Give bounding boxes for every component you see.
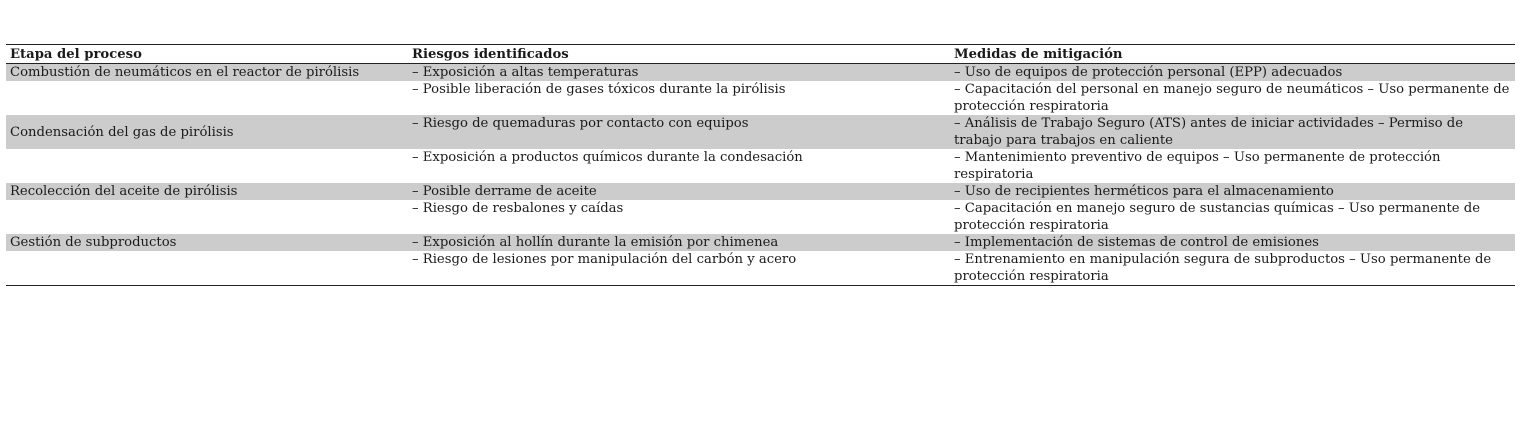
table-header [6, 45, 1515, 64]
stage-cell: Condensación del gas de pirólisis [6, 115, 408, 149]
risk-cell: – Posible derrame de aceite [408, 183, 950, 200]
table-row [6, 64, 1515, 82]
stage-cell [6, 251, 408, 286]
risk-cell: – Exposición al hollín durante la emisión por chimenea [408, 234, 950, 251]
mitigation-cell: – Capacitación del personal en manejo seguro de neumáticos – Uso permanente de protección respiratoria [954, 82, 1510, 114]
mitigation-cell: – Análisis de Trabajo Seguro (ATS) antes de iniciar actividades – Permiso de trabajo para trabajos en caliente [950, 115, 1515, 149]
table-row [6, 200, 1515, 234]
table-row [6, 183, 1515, 200]
stage-cell: Recolección del aceite de pirólisis [6, 183, 408, 200]
risk-cell: – Riesgo de resbalones y caídas [412, 201, 624, 216]
table-row [6, 81, 1515, 115]
risk-cell: – Riesgo de quemaduras por contacto con equipos [408, 115, 950, 149]
table-row [6, 251, 1515, 286]
table-row [6, 115, 1515, 149]
risk-cell: – Posible liberación de gases tóxicos durante la pirólisis [412, 82, 786, 97]
stage-cell [6, 149, 408, 183]
mitigation-cell: – Mantenimiento preventivo de equipos – Uso permanente de protección respiratoria [954, 150, 1441, 182]
stage-cell: Combustión de neumáticos en el reactor de pirólisis [6, 64, 408, 82]
header-stage: Etapa del proceso [10, 47, 142, 62]
table-row [6, 234, 1515, 251]
risk-cell: – Exposición a productos químicos durante la condesación [412, 150, 803, 165]
table-row [6, 149, 1515, 183]
stage-cell: Gestión de subproductos [6, 234, 408, 251]
stage-cell [6, 200, 408, 234]
header-risks: Riesgos identificados [412, 47, 569, 62]
mitigation-cell: – Uso de equipos de protección personal (EPP) adecuados [950, 64, 1515, 82]
mitigation-cell: – Entrenamiento en manipulación segura de subproductos – Uso permanente de protección respiratoria [954, 252, 1492, 284]
header-row [6, 45, 1515, 64]
header-mitigation: Medidas de mitigación [954, 47, 1123, 62]
mitigation-cell: – Implementación de sistemas de control de emisiones [950, 234, 1515, 251]
table-body [6, 64, 1515, 286]
risk-table [6, 44, 1515, 286]
mitigation-cell: – Uso de recipientes herméticos para el almacenamiento [950, 183, 1515, 200]
risk-cell: – Riesgo de lesiones por manipulación del carbón y acero [412, 252, 797, 267]
stage-cell [6, 81, 408, 115]
mitigation-cell: – Capacitación en manejo seguro de sustancias químicas – Uso permanente de protección respiratoria [954, 201, 1481, 233]
risk-cell: – Exposición a altas temperaturas [408, 64, 950, 82]
risk-table-container [6, 44, 1515, 286]
